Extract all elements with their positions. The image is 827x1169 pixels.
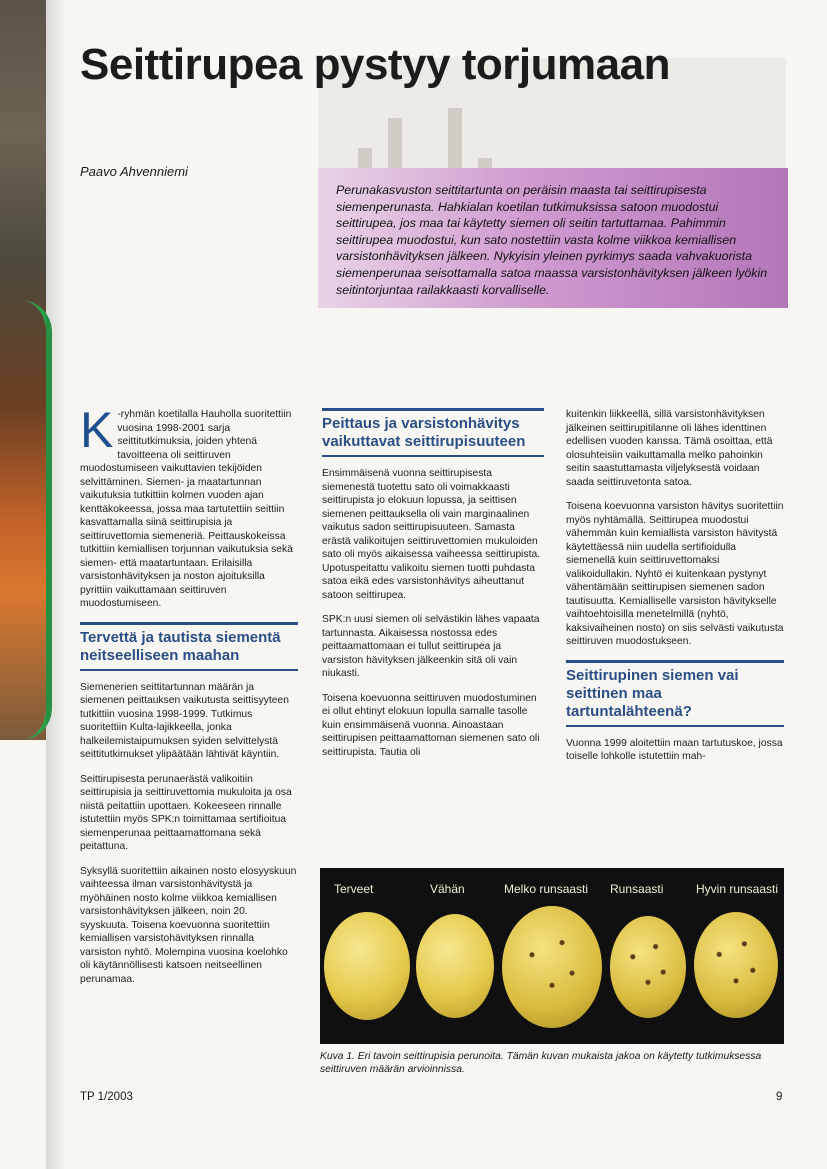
intro-paragraph xyxy=(80,402,298,611)
subheading-infection-source: Seittirupinen siemen vai seittinen maa tartuntalähteenä? xyxy=(566,660,784,727)
figure-label: Vähän xyxy=(430,882,465,896)
author-name: Paavo Ahvenniemi xyxy=(80,164,188,179)
paragraph: Vuonna 1999 aloitettiin maan tartutuskoe, jossa toiselle lohkolle istutettiin mah- xyxy=(566,737,783,762)
page-title: Seittirupea pystyy torjumaan xyxy=(80,40,670,89)
potato-moderate xyxy=(502,906,602,1028)
side-photo-strip xyxy=(0,0,46,740)
potato-very-heavy xyxy=(694,912,778,1018)
paragraph: Syksyllä suoritettiin aikainen nosto elosyyskuun vaihteessa ilman varsistonhävitystä ja myöhäinen nosto kolme viikkoa kemiallisen varsistonhävityksen jälkeen, noin 20. syyskuuta. Toisena koevuonna suoritettiin kemiallisen varsistohävityksen rinnalla varsiston nyhtö. Molempina vuosina koelohko oli käytännöllisesti katsoen neitseellinen perunamaa. xyxy=(80,865,297,985)
figure-caption: Kuva 1. Eri tavoin seittirupisia perunoita. Tämän kuvan mukaista jakoa on käytetty tutkimuksessa seittiruven määrän arvioinnissa. xyxy=(320,1051,762,1075)
paragraph: Toisena koevuonna varsiston hävitys suoritettiin myös nyhtämällä. Seittirupea muodostui vähemmän kuin kemiallista varsiston hävitystä käytettäessä niin uudella sertifioidulla siemenellä kuin seittiruvettomaksi valikoidullakin. Nyhtö ei kuitenkaan pystynyt vähentämään seittirupisen siemenen sadon tautisuutta. Kemialliselle varsiston hävitykselle vaihtoehtoisilla menetelmillä (nyhtö, kaksivaiheinen nosto) on siis selvästi vaikutusta seittiruven muodostukseen. xyxy=(566,501,784,647)
paragraph: Seittirupisesta perunaerästä valikoitiin seittirupisia ja seittiruvettomia mukuloita ja osa niistä peitattiin upottaen. Kokeeseen rinnalle istutettiin myös SPK:n toimittamaa sertifioitua siemenperunaa peittaamattomana sekä peitattuna. xyxy=(80,773,292,852)
page-gutter-shadow xyxy=(46,0,66,1169)
paragraph: Siemenerien seittitartunnan määrän ja siemenen peittauksen vaikutusta seittisyyteen tutkittiin vuosina 1998-1999. Tutkimus suoritettiin Kulta-lajikkeella, jonka halkeilemistaipumuksen syiden selvittelystä seittitutkimukset ylipäätään lähtivät käyntiin. xyxy=(80,681,289,760)
potato-slight xyxy=(416,914,494,1018)
potato-heavy xyxy=(610,916,686,1018)
figure-label: Terveet xyxy=(334,882,374,896)
figure-label: Melko runsaasti xyxy=(504,882,589,896)
column-middle xyxy=(322,408,544,770)
paragraph: SPK:n uusi siemen oli selvästikin lähes vapaata tartunnasta. Aikaisessa nostossa edes peittaamattomaan ei tullut seittirupea ja varsiston hävityksen jälkeenkin sitä oli vain niukasti. xyxy=(322,614,540,679)
lead-paragraph-box xyxy=(318,168,788,308)
column-right xyxy=(566,408,784,775)
lead-text: Perunakasvuston seittitartunta on peräisin maasta tai seittirupisesta siemenperunasta. Hahkialan koetilan tutkimuksissa satoon muodostui seittirupea, jos maa tai käytetty siemen oli seitin tartuttamaa. Pahimmin seittirupea muodostui, kun sato nostettiin vasta kolme viikkoa kemiallisen varsistonhävityksen jälkeen. Nykyisin yleinen pyrkimys saada vahvakuorista siemenperunaa seisottamalla satoa maassa varsistonhävityksen jälkeen lyökin seitintorjuntaa railakkaasti korvalliselle. xyxy=(336,183,768,297)
page-number: 9 xyxy=(776,1091,783,1103)
intro-text: -ryhmän koetilalla Hauholla suoritettiin vuosina 1998-2001 sarja seittitutkimuksia, joiden yhtenä tavoitteena oli seittiruven muodostumiseen vaikuttavien tekijöiden selvittäminen. Siemen- ja maatartunnan vaikutuksia tutkittiin kolmen vuoden ajan kenttäkokeessa, jossa maa tartutettiin seittiin kasvattamalla siinä seittirupisia ja seittiruvettomia siemeneriä. Peittauskokeissa tutkittiin kemiallisen torjunnan vaikutuksia sekä siemen- että maatartuntaan. Erilaisilla varsistonhävityksen ja noston ajoituksilla pyrittiin vaikuttamaan seittiruven muodostumiseen. xyxy=(80,409,293,609)
subheading-treatment: Peittaus ja varsistonhävitys vaikuttavat seittirupisuuteen xyxy=(322,408,544,457)
figure-label: Hyvin runsaasti xyxy=(696,882,779,896)
paragraph: Ensimmäisenä vuonna seittirupisesta siemenestä tuotettu sato oli voimakkaasti seittirupista jo elokuun lopussa, ja seittisen siemenen peittauksella oli vain marginaalinen vaikutus sadon seittirupisuuteen. Samasta erästä valikoitujen seittiruvettomien mukuloiden sato oli myös aikaisessa vaiheessa seittirupista. Upotuspeitattu valikoitu siemen tuotti puhdasta satoa eikä edes varsistonhävitys aiheuttanut satoon seittirupea. xyxy=(322,468,541,601)
paragraph: kuitenkin liikkeellä, sillä varsistonhävityksen jälkeinen seittirupitilanne oli lähes identtinen edellisen vuoden kanssa. Tämä osoittaa, että olosuhteisiin vaikuttamalla melko pahoinkin seitin saastuttamasta viljelyksestä voidaan saada seittiruvetonta satoa. xyxy=(566,409,773,488)
subheading-healthy-seed: Tervettä ja tautista siementä neitseelliseen maahan xyxy=(80,622,298,671)
figure-label: Runsaasti xyxy=(610,882,664,896)
potato-healthy xyxy=(324,912,410,1020)
column-left xyxy=(80,402,298,997)
paragraph: Toisena koevuonna seittiruven muodostuminen ei ollut ehtinyt elokuun lopulla samalle tasolle kuin ensimmäisenä vuonna. Ainoastaan seittirupisen peittaamattoman siemenen sato oli seittirupista. Tautia oli xyxy=(322,692,540,758)
issue-label: TP 1/2003 xyxy=(80,1091,133,1103)
potato-photo-figure xyxy=(320,868,784,1044)
drop-cap: K xyxy=(80,402,114,458)
